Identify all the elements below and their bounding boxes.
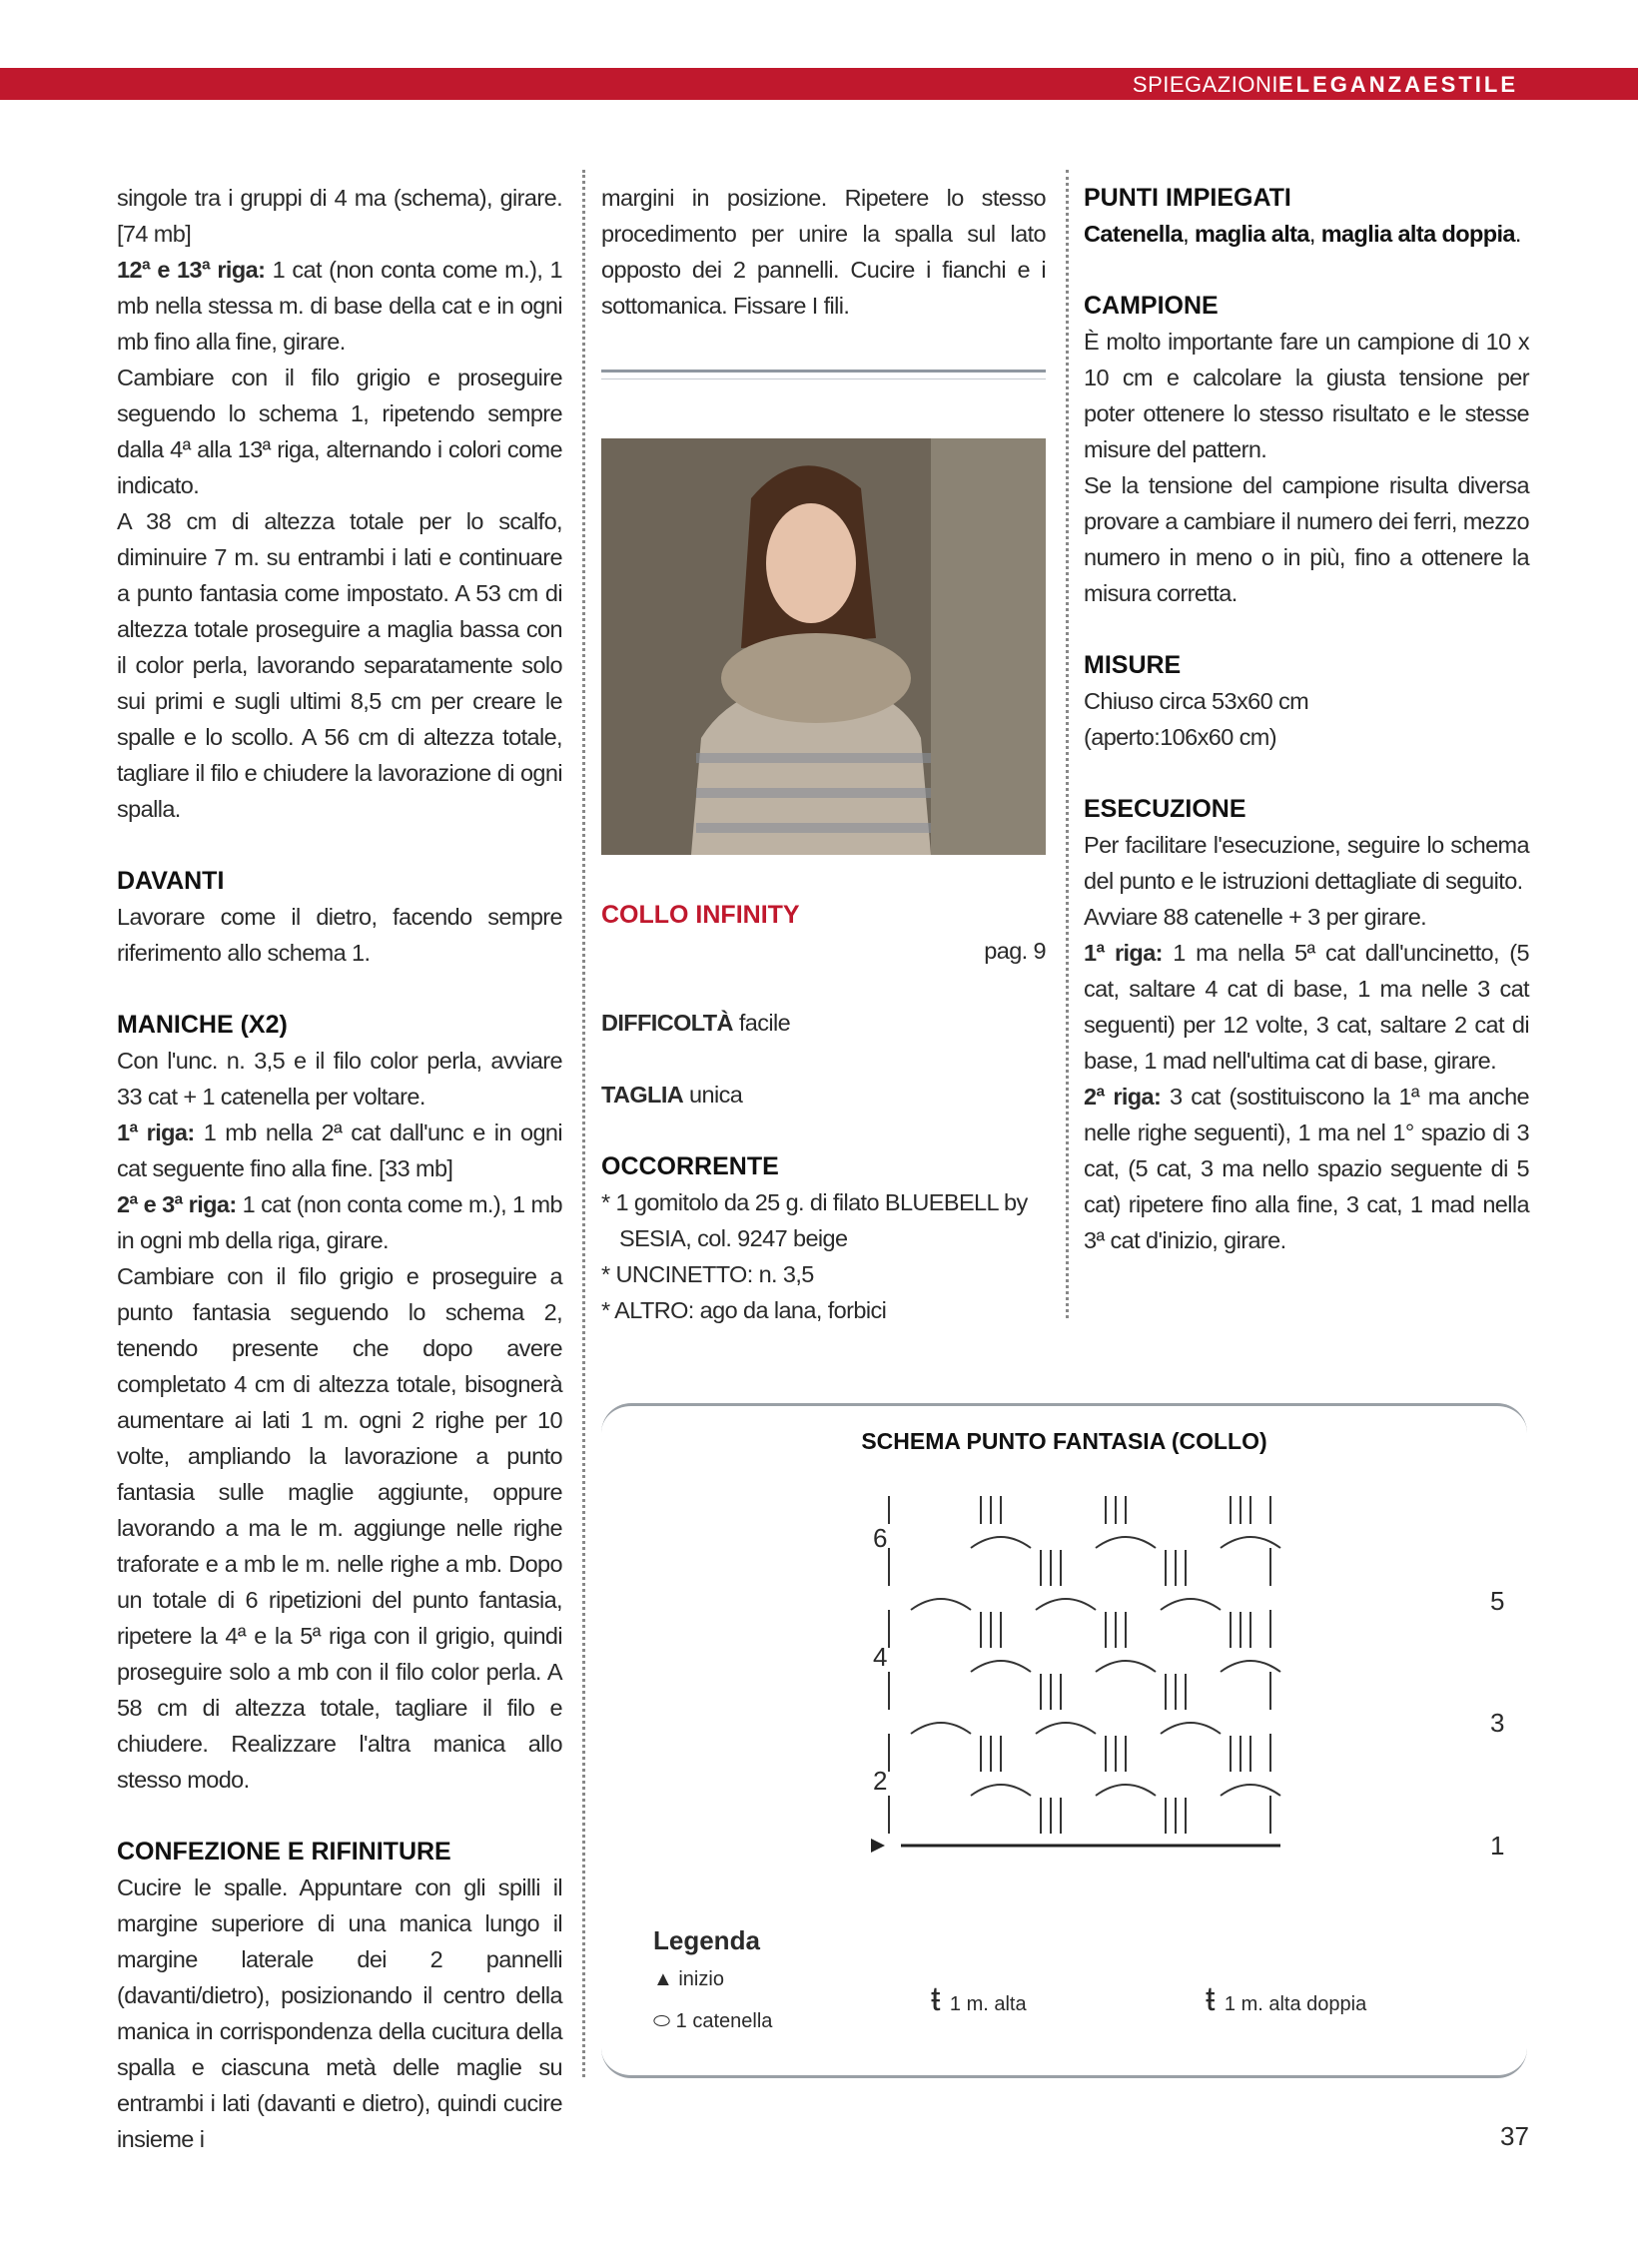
paragraph: Cambiare con il filo grigio e proseguire a punto fantasia seguendo lo schema 2, tenendo presente che dopo avere completato 4 cm di altezza totale, bisognerà aumentare ai lati 1 m. ogni 2 righe per 10 volte, ampliando la lavorazione a punto fantasia sulle maglie aggiunte, oppure lavorando a ma le m. aggiunge nelle righe traforate e a mb le m. nelle righe a mb. Dopo un totale di 6 ripetizioni del punto fantasia, ripetere la 4ª e la 5ª riga con il grigio, quindi proseguire solo a mb con il filo color perla. A 58 cm di altezza totale, tagliare il filo e chiudere. Realizzare l'altra manica allo stesso modo. (117, 1263, 562, 1793)
paragraph: margini in posizione. Ripetere lo stesso procedimento per unire la spalla sul lato opposto dei 2 pannelli. Cucire i fianchi e i sottomanica. Fissare I fili. (601, 185, 1046, 319)
stitch: Catenella (1084, 221, 1184, 247)
legend-tr (1206, 1980, 1366, 2019)
treble-crochet-icon: ŧ (1206, 1980, 1225, 2018)
magazine-name: ELEGANZAESTILE (1277, 72, 1518, 97)
chain-arc (1036, 1723, 1096, 1734)
legend-title: Legenda (653, 1925, 760, 1955)
column-middle (601, 180, 1046, 324)
heading-campione: CAMPIONE (1084, 292, 1219, 320)
heading-occorrente: OCCORRENTE (601, 1152, 779, 1180)
header-band (0, 68, 1638, 100)
row-number: 3 (1490, 1708, 1505, 1738)
paragraph (1084, 935, 1529, 1079)
paragraph: Per facilitare l'esecuzione, seguire lo schema del punto e le istruzioni dettagliate di seguito. (1084, 832, 1529, 894)
row-label: 2ª riga: (1084, 1084, 1162, 1110)
legend-label: 1 m. alta (949, 1993, 1027, 2015)
legend-label: 1 catenella (675, 2010, 773, 2032)
chain-arc (911, 1599, 971, 1610)
chain-arc (911, 1723, 971, 1734)
row-number: 2 (873, 1766, 888, 1796)
row-number: 4 (873, 1642, 888, 1672)
heading-davanti: DAVANTI (117, 867, 225, 895)
chart-title: SCHEMA PUNTO FANTASIA (COLLO) (861, 1428, 1267, 1454)
photo-illustration (601, 438, 1046, 855)
paragraph: singole tra i gruppi di 4 ma (schema), girare. [74 mb] (117, 185, 562, 247)
legend-dc (931, 1980, 1027, 2019)
pattern-info (601, 897, 1046, 1328)
legend-label: inizio (678, 1968, 724, 1990)
paragraph (117, 252, 562, 360)
text: 1 cat (non conta come m.), 1 mb in ogni mb della riga, girare. (117, 1191, 562, 1253)
paragraph: È molto importante fare un campione di 10 x 10 cm e calcolare la giusta tensione per poter ottenere lo stesso risultato e le stesse misure del pattern. (1084, 329, 1529, 462)
legend-chain (653, 2010, 772, 2033)
running-header (1133, 72, 1518, 98)
materials-item: * UNCINETTO: n. 3,5 (601, 1261, 814, 1287)
column-right (1084, 180, 1529, 1258)
chain-arc (971, 1661, 1031, 1672)
chain-icon: ⬭ (653, 2010, 676, 2032)
start-arrow-icon (871, 1839, 885, 1853)
heading-misure: MISURE (1084, 651, 1182, 679)
stitch: maglia alta (1194, 221, 1309, 247)
row-number: 5 (1490, 1586, 1505, 1616)
page-reference: pag. 9 (984, 938, 1046, 964)
measure: Chiuso circa 53x60 cm (1084, 688, 1309, 714)
column-left (117, 180, 562, 2157)
difficulty (601, 1005, 1046, 1041)
paragraph: Lavorare come il dietro, facendo sempre riferimento allo schema 1. (117, 904, 562, 966)
section-label: SPIEGAZIONI (1132, 72, 1278, 97)
stitch: maglia alta doppia (1320, 221, 1515, 247)
label: TAGLIA (601, 1082, 684, 1108)
chain-arc (1221, 1661, 1280, 1672)
materials-item: * 1 gomitolo da 25 g. di filato BLUEBELL by SESIA, col. 9247 beige (601, 1189, 1028, 1251)
page-number: 37 (1500, 2121, 1529, 2151)
heading-punti: PUNTI IMPIEGATI (1084, 184, 1291, 212)
stitch-chart-box (601, 1403, 1527, 2078)
pattern-title: COLLO INFINITY (601, 901, 800, 929)
row-label: 12ª e 13ª riga: (117, 257, 266, 283)
chain-arc (1036, 1599, 1096, 1610)
value: unica (683, 1082, 743, 1108)
heading-esecuzione: ESECUZIONE (1084, 795, 1246, 823)
model-photo (601, 438, 1046, 855)
row-label: 1ª riga: (117, 1120, 195, 1145)
measure: (aperto:106x60 cm) (1084, 724, 1276, 750)
row-number: 1 (1490, 1831, 1505, 1861)
heading-maniche: MANICHE (X2) (117, 1011, 288, 1039)
chain-arc (1221, 1785, 1280, 1796)
text: 1 mb nella 2ª cat dall'unc e in ogni cat seguente fino alla fine. [33 mb] (117, 1120, 563, 1181)
row-label: 2ª e 3ª riga: (117, 1191, 237, 1217)
paragraph (117, 1115, 562, 1186)
legend-label: 1 m. alta doppia (1224, 1993, 1367, 2015)
paragraph: A 38 cm di altezza totale per lo scalfo, diminuire 7 m. su entrambi i lati e continuare a punto fantasia come impostato. A 53 cm di altezza totale proseguire a maglia bassa con il color perla, lavorando separatamente solo sui primi e sugli ultimi 8,5 cm per creare le spalle e lo scollo. A 56 cm di altezza totale, tagliare il filo e chiudere la lavorazione di ogni spalla. (117, 508, 562, 822)
start-arrow-icon: ▲ (653, 1968, 679, 1990)
stitch-diagram (871, 1496, 1290, 1885)
text: 3 cat (sostituiscono la 1ª ma anche nelle righe seguenti), 1 ma nel 1° spazio di 3 cat, (5 cat, 3 ma nello spazio seguente di 5 cat) ripetere fino alla fine, 3 cat, 1 mad nella 3ª cat d'inizio, girare. (1084, 1084, 1530, 1253)
row-label: 1ª riga: (1084, 940, 1163, 966)
chain-arc (971, 1537, 1031, 1548)
paragraph: Cucire le spalle. Appuntare con gli spilli il margine superiore di una manica lungo il margine laterale dei 2 pannelli (davanti/dietro), posizionando il centro della manica in corrispondenza della cucitura della spalla e ciascuna metà delle maglie su entrambi i lati (davanti e dietro), quindi cucire insieme i (117, 1874, 562, 2152)
chain-arc (1096, 1785, 1156, 1796)
value: facile (732, 1010, 791, 1036)
stitches-list: Catenella, maglia alta, maglia alta doppia. (1084, 221, 1521, 247)
column-divider (582, 170, 585, 2077)
paragraph: Con l'unc. n. 3,5 e il filo color perla, avviare 33 cat + 1 catenella per voltare. (117, 1048, 562, 1110)
heading-confezione: CONFEZIONE E RIFINITURE (117, 1838, 451, 1866)
paragraph (117, 1186, 562, 1258)
legend-start (653, 1968, 724, 1991)
paragraph (1084, 1079, 1529, 1258)
chain-arc (1096, 1537, 1156, 1548)
divider-rule (601, 370, 1046, 379)
chain-arc (1161, 1723, 1221, 1734)
column-divider (1066, 170, 1069, 1318)
size (601, 1077, 1046, 1113)
chain-arc (1096, 1661, 1156, 1672)
paragraph: Avviare 88 catenelle + 3 per girare. (1084, 904, 1427, 930)
double-crochet-icon: ŧ (931, 1980, 950, 2018)
text: 1 ma nella 5ª cat dall'uncinetto, (5 cat, saltare 4 cat di base, 1 ma nelle 3 cat seguenti) per 12 volte, 3 cat, saltare 2 cat di base, 1 mad nell'ultima cat di base, girare. (1084, 940, 1529, 1074)
chain-arc (1221, 1537, 1280, 1548)
materials-item: * ALTRO: ago da lana, forbici (601, 1297, 887, 1323)
paragraph: Cambiare con il filo grigio e proseguire seguendo lo schema 1, ripetendo sempre dalla 4ª alla 13ª riga, alternando i colori come indicato. (117, 365, 562, 498)
text: 1 cat (non conta come m.), 1 mb nella stessa m. di base della cat e in ogni mb fino alla fine, girare. (117, 257, 562, 355)
label: DIFFICOLTÀ (601, 1010, 733, 1036)
paragraph: Se la tensione del campione risulta diversa provare a cambiare il numero dei ferri, mezzo numero in meno o in più, fino a ottenere la misura corretta. (1084, 472, 1529, 606)
row-number: 6 (873, 1523, 888, 1553)
chain-arc (1161, 1599, 1221, 1610)
chain-arc (971, 1785, 1031, 1796)
